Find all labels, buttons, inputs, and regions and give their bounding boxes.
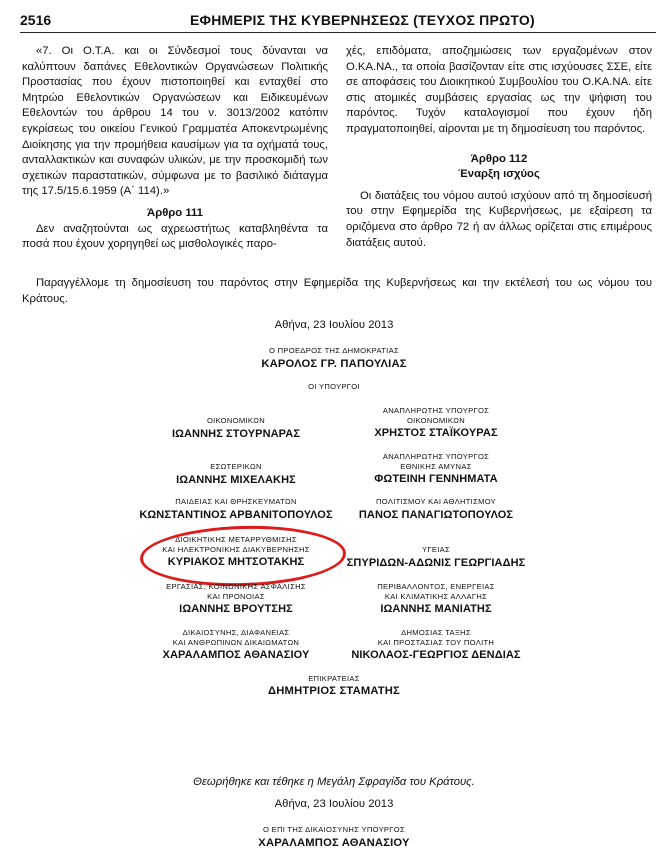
- minister-name: ΙΩΑΝΝΗΣ ΜΙΧΕΛΑΚΗΣ: [176, 473, 296, 486]
- minister-title: ΚΑΙ ΠΡΟΣΤΑΣΙΑΣ ΤΟΥ ΠΟΛΙΤΗ: [377, 637, 495, 647]
- red-highlight-circle: [139, 523, 347, 588]
- minister-name: ΝΙΚΟΛΑΟΣ-ΓΕΩΡΓΙΟΣ ΔΕΝΔΙΑΣ: [351, 649, 521, 661]
- minister-title: ΕΡΓΑΣΙΑΣ, ΚΟΙΝΩΝΙΚΗΣ ΑΣΦΑΛΙΣΗΣ: [166, 582, 306, 591]
- minister-title: ΑΝΑΠΛΗΡΩΤΗΣ ΥΠΟΥΡΓΟΣ: [382, 452, 490, 461]
- header-rule: [20, 32, 656, 33]
- article-112-title: Άρθρο 112: [470, 152, 528, 165]
- state-minister-title: ΕΠΙΚΡΑΤΕΙΑΣ: [308, 674, 360, 683]
- minister-culture: [286, 497, 586, 521]
- minister-title: ΔΙΟΙΚΗΤΙΚΗΣ ΜΕΤΑΡΡΥΘΜΙΣΗΣ: [175, 535, 297, 544]
- justice-minister-title: Ο ΕΠΙ ΤΗΣ ΔΙΚΑΙΟΣΥΝΗΣ ΥΠΟΥΡΓΟΣ: [262, 825, 405, 834]
- minister-public-order: [286, 628, 586, 661]
- minister-title: ΚΑΙ ΗΛΕΚΤΡΟΝΙΚΗΣ ΔΙΑΚΥΒΕΡΝΗΣΗΣ: [162, 544, 310, 554]
- minister-title: ΕΘΝΙΚΗΣ ΑΜΥΝΑΣ: [400, 461, 472, 471]
- minister-title: ΚΑΙ ΑΝΘΡΩΠΙΝΩΝ ΔΙΚΑΙΩΜΑΤΩΝ: [172, 637, 300, 647]
- great-seal-text: Θεωρήθηκε και τέθηκε η Μεγάλη Σφραγίδα του Κράτους.: [193, 776, 475, 788]
- minister-title: ΠΕΡΙΒΑΛΛΟΝΤΟΣ, ΕΝΕΡΓΕΙΑΣ: [377, 582, 495, 591]
- justice-minister-name: ΧΑΡΑΛΑΜΠΟΣ ΑΘΑΝΑΣΙΟΥ: [258, 837, 410, 849]
- minister-name: ΧΑΡΑΛΑΜΠΟΣ ΑΘΑΝΑΣΙΟΥ: [162, 649, 310, 661]
- minister-title: ΟΙΚΟΝΟΜΙΚΩΝ: [206, 416, 266, 425]
- minister-name: ΠΑΝΟΣ ΠΑΝΑΓΙΩΤΟΠΟΥΛΟΣ: [358, 508, 514, 521]
- seal-date: Αθήνα, 23 Ιουλίου 2013: [274, 798, 394, 810]
- article-112-subtitle: Έναρξη ισχύος: [458, 168, 540, 181]
- page-header: [20, 8, 656, 34]
- minister-name: ΙΩΑΝΝΗΣ ΒΡΟΥΤΣΗΣ: [179, 603, 293, 615]
- minister-environment: [286, 582, 586, 615]
- signing-date: Αθήνα, 23 Ιουλίου 2013: [274, 319, 394, 331]
- paragraph-7: «7. Οι Ο.Τ.Α. και οι Σύνδεσμοί τους δύνανται να καλύπτουν δαπάνες Εθελοντικών Οργανώσεων Πολιτικής Προστασίας που έχουν πιστοποιηθεί και ενταχθεί στο Μητρώο Εθελοντικών Οργανώσεων και Ειδικευμένων Εθελοντών του άρθρου 14 του ν. 3013/2002 κατόπιν εγκρίσεως του οικείου Γενικού Γραμματέα Αποκεντρωμένης Διοίκησης για την προμήθεια καυσίμων για τα οχήματά τους, ανταλλακτικών και συναφών υλικών, με την προσκομιδή των σχετικών παραστατικών, σύμφωνα με το βασιλικό διάταγμα της 17.5/15.6.1959 (Α΄ 114).»: [22, 45, 328, 198]
- right-column: [346, 44, 652, 251]
- article-111-title: Άρθρο 111: [147, 206, 203, 219]
- decree-text: Παραγγέλλομε τη δημοσίευση του παρόντος στην Εφημερίδα της Κυβερνήσεως και την εκτέλεσή του ως νόμου του Κράτους.: [22, 277, 652, 305]
- minister-title: ΚΑΙ ΠΡΟΝΟΙΑΣ: [207, 591, 265, 601]
- left-column: [22, 44, 328, 253]
- president-title: Ο ΠΡΟΕΔΡΟΣ ΤΗΣ ΔΗΜΟΚΡΑΤΙΑΣ: [269, 346, 399, 355]
- minister-name: ΦΩΤΕΙΝΗ ΓΕΝΝΗΜΑΤΑ: [374, 473, 498, 485]
- minister-title: ΚΑΙ ΚΛΙΜΑΤΙΚΗΣ ΑΛΛΑΓΗΣ: [384, 591, 488, 601]
- gazette-title: ΕΦΗΜΕΡΙΣ ΤΗΣ ΚΥΒΕΡΝΗΣΕΩΣ (ΤΕΥΧΟΣ ΠΡΩΤΟ): [190, 12, 535, 28]
- minister-name: ΚΩΝΣΤΑΝΤΙΝΟΣ ΑΡΒΑΝΙΤΟΠΟΥΛΟΣ: [139, 508, 333, 521]
- deputy-minister-finance: [286, 406, 586, 439]
- deputy-minister-defence: [286, 452, 586, 485]
- article-111-continued: χές, επιδόματα, αποζημιώσεις των εργαζομένων στον Ο.ΚΑ.ΝΑ., τα οποία βασίζονταν είτε στις ισχύουσες ΣΣΕ, είτε σε αποφάσεις του Διοικητικού Συμβουλίου του Ο.ΚΑ.ΝΑ. είτε στις ατομικές συμβάσεις εργασίας ως την ψήφιση του παρόντος. Τυχόν καταλογισμοί που έχουν ήδη πραγματοποιηθεί, αίρονται με τη δημοσίευση του παρόντος.: [346, 45, 652, 135]
- minister-title: ΟΙΚΟΝΟΜΙΚΩΝ: [406, 415, 466, 425]
- minister-name: ΣΠΥΡΙΔΩΝ-ΑΔΩΝΙΣ ΓΕΩΡΓΙΑΔΗΣ: [346, 556, 526, 569]
- minister-name: ΙΩΑΝΝΗΣ ΜΑΝΙΑΤΗΣ: [380, 603, 492, 615]
- minister-title: ΑΝΑΠΛΗΡΩΤΗΣ ΥΠΟΥΡΓΟΣ: [382, 406, 490, 415]
- minister-title: ΠΑΙΔΕΙΑΣ ΚΑΙ ΘΡΗΣΚΕΥΜΑΤΩΝ: [175, 497, 297, 506]
- minister-title: ΔΙΚΑΙΟΣΥΝΗΣ, ΔΙΑΦΑΝΕΙΑΣ: [182, 628, 290, 637]
- minister-title: ΕΣΩΤΕΡΙΚΩΝ: [210, 462, 262, 471]
- article-111-text: Δεν αναζητούνται ως αχρεωστήτως καταβληθέντα τα ποσά που έχουν χορηγηθεί ως μισθολογικές παρο-: [22, 222, 328, 251]
- president-name: ΚΑΡΟΛΟΣ ΓΡ. ΠΑΠΟΥΛΙΑΣ: [261, 358, 407, 370]
- article-112-text: Οι διατάξεις του νόμου αυτού ισχύουν από τη δημοσίευσή του στην Εφημερίδα της Κυβερνήσεως, με εξαίρεση τα οριζόμενα στο άρθρο 72 ή αν άλλως ορίζεται στις επιμέρους διατάξεις αυτού.: [346, 189, 652, 249]
- state-minister-name: ΔΗΜΗΤΡΙΟΣ ΣΤΑΜΑΤΗΣ: [268, 685, 400, 697]
- minister-title: ΔΗΜΟΣΙΑΣ ΤΑΞΗΣ: [401, 628, 471, 637]
- minister-name: ΧΡΗΣΤΟΣ ΣΤΑΪΚΟΥΡΑΣ: [374, 427, 498, 439]
- page-number: 2516: [20, 12, 52, 28]
- minister-title: ΠΟΛΙΤΙΣΜΟΥ ΚΑΙ ΑΘΛΗΤΙΣΜΟΥ: [375, 497, 497, 506]
- ministers-heading: ΟΙ ΥΠΟΥΡΓΟΙ: [308, 382, 360, 391]
- minister-name: ΚΥΡΙΑΚΟΣ ΜΗΤΣΟΤΑΚΗΣ: [167, 556, 305, 568]
- minister-title: ΥΓΕΙΑΣ: [422, 545, 450, 554]
- minister-name: ΙΩΑΝΝΗΣ ΣΤΟΥΡΝΑΡΑΣ: [171, 427, 301, 440]
